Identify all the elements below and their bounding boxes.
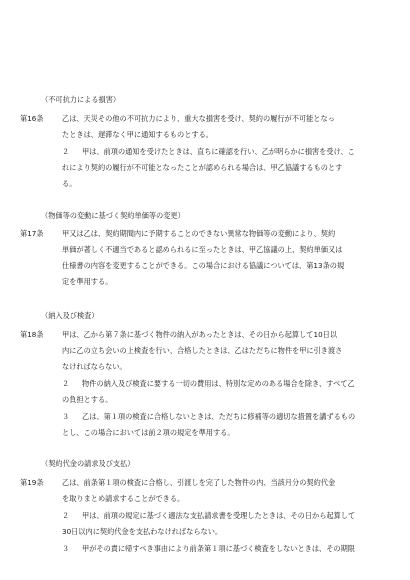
section-heading: （物価等の変動に基づく契約単価等の変更） bbox=[41, 211, 185, 220]
article-number: 第18条 bbox=[20, 330, 44, 339]
article-text-line: 定を準用する。 bbox=[62, 277, 113, 286]
article-text-line: たときは、遅滞なく甲に通知するものとする。 bbox=[62, 130, 213, 139]
paragraph-text-line: れにより契約の履行が不可能となったことが認められる場合は、甲乙協議するものとす bbox=[62, 163, 343, 172]
paragraph-text-line: 物件の納入及び検査に要する一切の費用は、特別な定めのある場合を除き、すべて乙 bbox=[82, 379, 355, 388]
paragraph-text-line: 甲は、前項の通知を受けたときは、直ちに確認を行い、乙が明らかに損害を受け、こ bbox=[82, 147, 355, 156]
paragraph-text-line: の負担とする。 bbox=[62, 395, 113, 404]
article-number: 第17条 bbox=[20, 229, 44, 238]
article-text-line: 乙は、天災その他の不可抗力により、重大な損害を受け、契約の履行が不可能となっ bbox=[62, 114, 335, 123]
paragraph-number: ２ bbox=[62, 147, 70, 156]
article-text-line: 甲は、乙から第７条に基づく物件の納入があったときは、その日から起算して10日以 bbox=[62, 330, 338, 339]
paragraph-text-line: 30日以内に契約代金を支払わなければならない。 bbox=[62, 527, 223, 536]
section-heading: （契約代金の請求及び支払） bbox=[41, 459, 135, 468]
article-number: 第16条 bbox=[20, 114, 44, 123]
paragraph-text-line: 甲がその責に帰すべき事由により前条第１項に基づく検査をしないときは、その期限 bbox=[82, 544, 355, 553]
section-heading: （納入及び検査） bbox=[41, 311, 99, 320]
paragraph-text-line: 乙は、第１項の検査に合格しないときは、ただちに修補等の適切な措置を講ずるもの bbox=[82, 412, 356, 421]
paragraph-number: ２ bbox=[62, 511, 70, 520]
paragraph-number: ３ bbox=[62, 544, 70, 553]
paragraph-text-line: 甲は、前項の規定に基づく適法な支払請求書を受理したときは、その日から起算して bbox=[82, 511, 356, 520]
article-text-line: 乙は、前条第１項の検査に合格し、引渡しを完了した物件の内、当該月分の契約代金 bbox=[62, 478, 336, 487]
paragraph-number: ２ bbox=[62, 379, 70, 388]
article-text-line: を取りまとめ請求することができる。 bbox=[62, 494, 185, 503]
article-text-line: 単価が著しく不適当であると認められるに至ったときは、甲乙協議の上、契約単価又は bbox=[62, 245, 343, 254]
article-text-line: 甲又は乙は、契約期間内に予期することのできない異常な物価等の変動により、契約 bbox=[62, 229, 336, 238]
paragraph-text-line: る。 bbox=[62, 179, 77, 188]
section-heading: （不可抗力による損害） bbox=[41, 95, 121, 104]
paragraph-number: ３ bbox=[62, 412, 70, 421]
paragraph-text-line: とし、この場合においては前２項の規定を準用する。 bbox=[62, 428, 235, 437]
article-text-line: 内に乙の立ち会いの上検査を行い、合格したときは、乙はただちに物件を甲に引き渡さ bbox=[62, 346, 343, 355]
article-number: 第19条 bbox=[20, 478, 44, 487]
article-text-line: なければならない。 bbox=[62, 362, 127, 371]
article-text-line: 仕様書の内容を変更することができる。この場合における協議については、第13条の規 bbox=[62, 261, 345, 270]
